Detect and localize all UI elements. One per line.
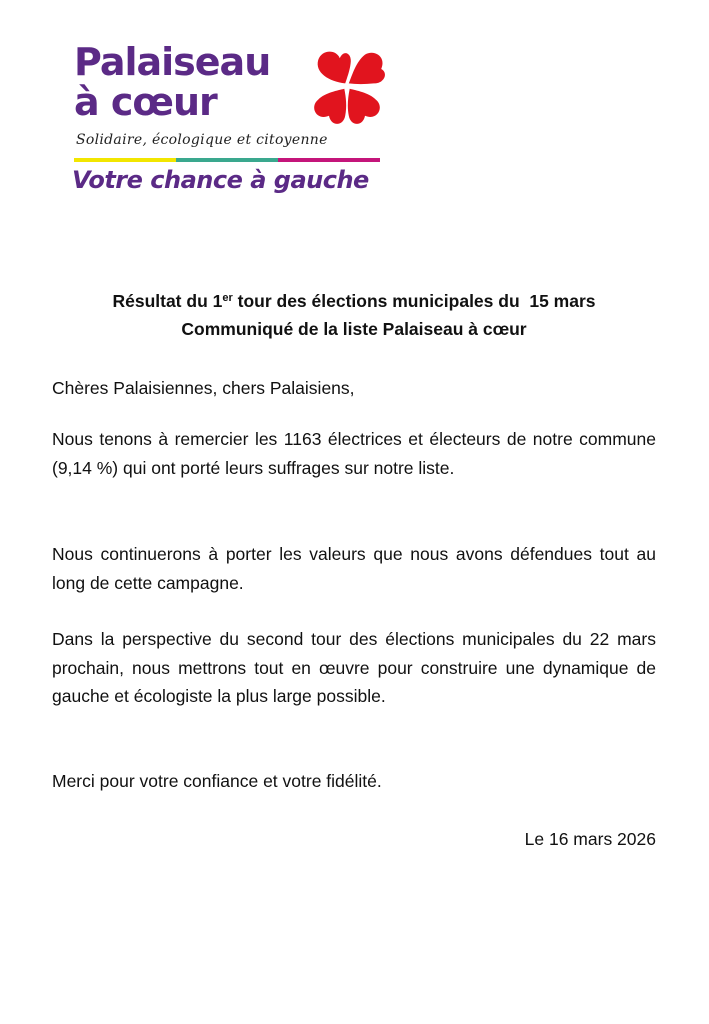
title-ordinal-superscript: er — [222, 292, 233, 304]
logo-bar-magenta — [278, 158, 380, 162]
paragraph-closing: Merci pour votre confiance et votre fidélité. — [52, 771, 382, 791]
paragraph-thanks: Nous tenons à remercier les 1163 électrices et électeurs de notre commune (9,14 %) qui ont porté leurs suffrages sur notre liste. — [52, 429, 656, 478]
logo-line1: Palaiseau — [74, 40, 271, 84]
title-line1-end: tour des élections municipales du 15 mars — [232, 291, 596, 311]
greeting: Chères Palaisiennes, chers Palaisiens, — [52, 378, 355, 398]
document-date: Le 16 mars 2026 — [524, 829, 656, 849]
logo-slogan: Solidaire, écologique et citoyenne — [76, 132, 328, 148]
title-line1 — [52, 287, 656, 315]
title-line2: Communiqué de la liste Palaiseau à cœur — [181, 319, 527, 339]
four-heart-flower-icon — [302, 42, 392, 132]
paragraph-values: Nous continuerons à porter les valeurs que nous avons défendues tout au long de cette campagne. — [52, 544, 656, 593]
document-title — [52, 287, 656, 343]
logo-bar-green — [176, 158, 278, 162]
title-line1-start: Résultat du 1 — [112, 291, 223, 311]
logo-color-bars — [74, 158, 380, 162]
logo-line2: à cœur — [74, 80, 217, 124]
logo-bar-yellow — [74, 158, 176, 162]
paragraph-second-round: Dans la perspective du second tour des élections municipales du 22 mars prochain, nous mettrons tout en œuvre pour construire une dynamique de gauche et écologiste la plus large possible. — [52, 629, 656, 706]
logo — [72, 40, 402, 205]
logo-tagline: Votre chance à gauche — [72, 166, 369, 194]
